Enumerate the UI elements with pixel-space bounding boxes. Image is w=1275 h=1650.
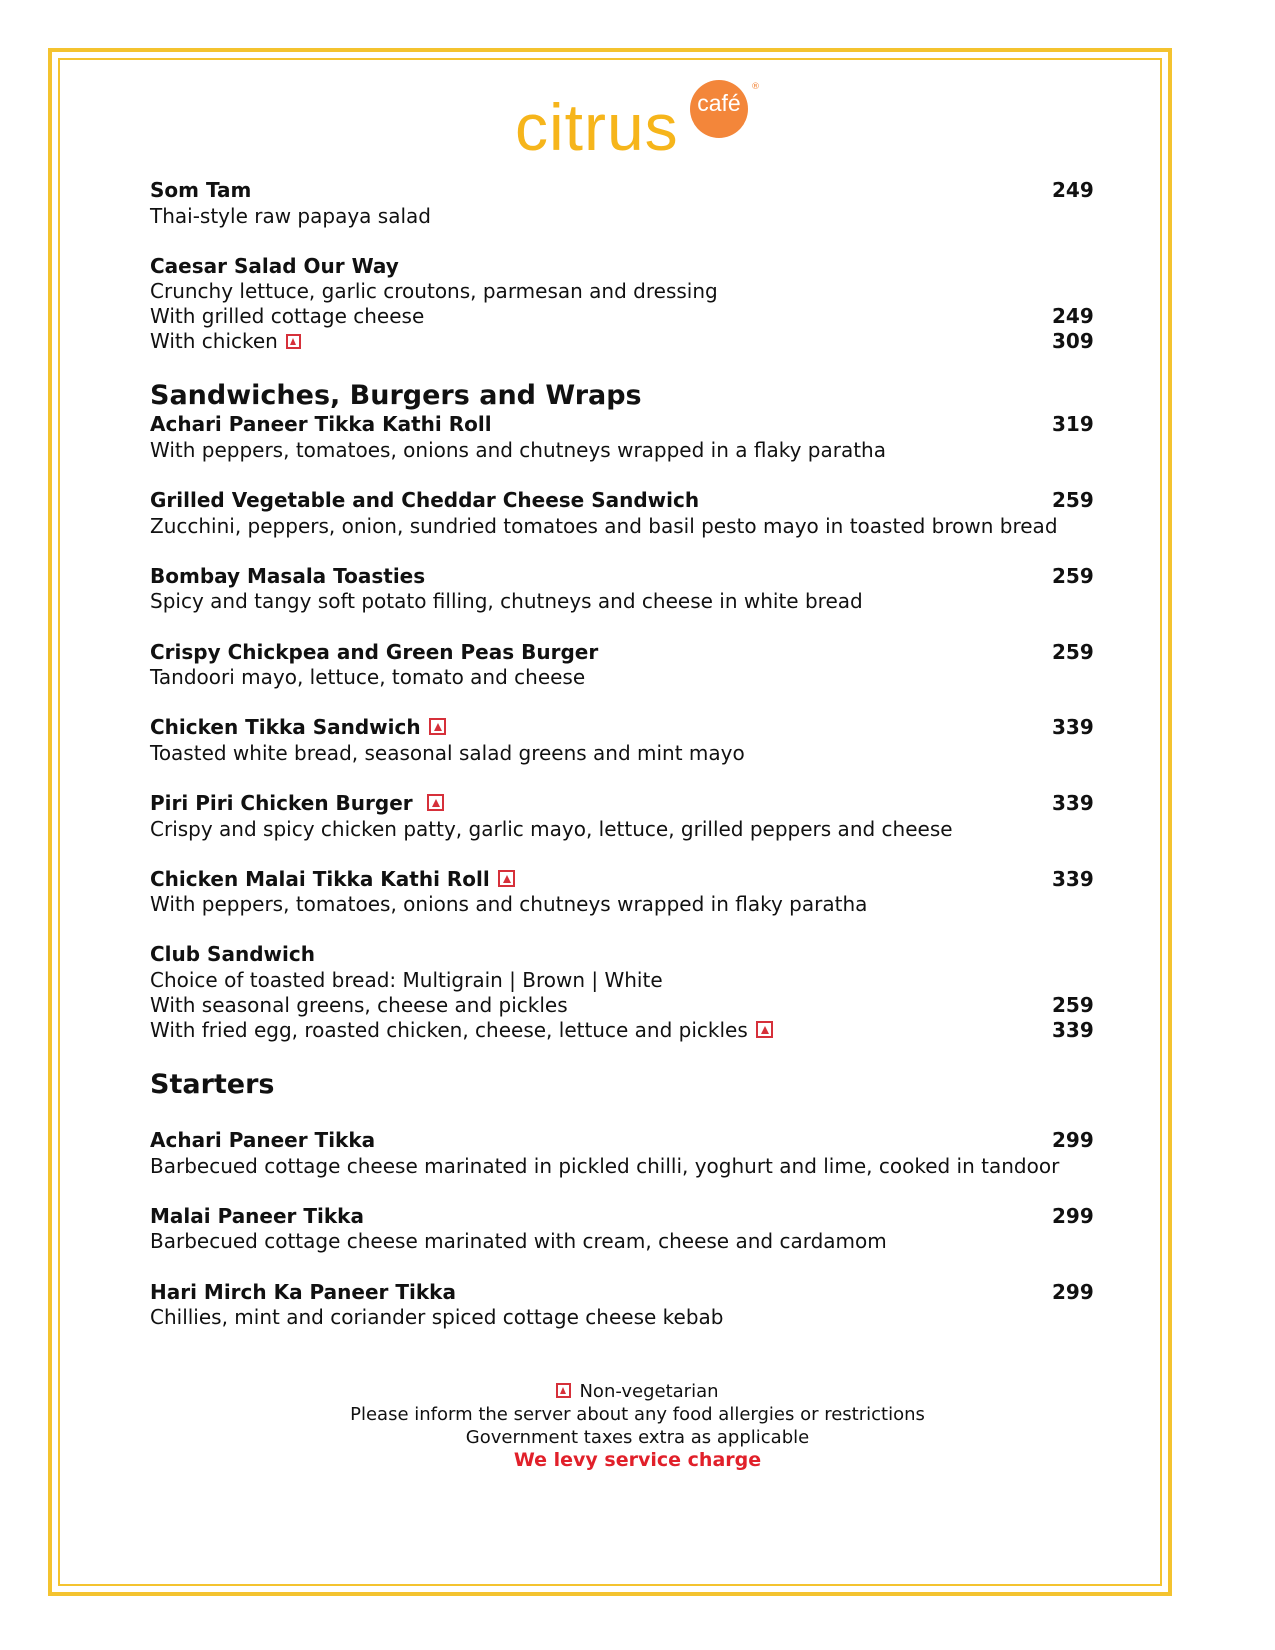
menu-item-name: Achari Paneer Tikka Kathi Roll — [150, 412, 492, 436]
menu-item-name-row — [150, 715, 446, 739]
non-veg-icon — [756, 1021, 773, 1038]
section-title: Sandwiches, Burgers and Wraps — [150, 380, 642, 411]
menu-item-desc: Tandoori mayo, lettuce, tomato and cheese — [150, 665, 586, 689]
section-title: Starters — [150, 1069, 275, 1100]
option-label: With chicken — [150, 329, 278, 353]
menu-item-option — [150, 1018, 773, 1042]
non-veg-icon — [427, 794, 444, 811]
non-veg-icon — [498, 870, 515, 887]
menu-item-desc: Thai-style raw papaya salad — [150, 204, 431, 228]
menu-item-name: Club Sandwich — [150, 942, 315, 966]
footer-taxes-note: Government taxes extra as applicable — [465, 1427, 810, 1448]
menu-item-price: 299 — [1052, 1128, 1094, 1152]
menu-item-price: 259 — [1052, 564, 1094, 588]
menu-item-desc: Chillies, mint and coriander spiced cottage cheese kebab — [150, 1305, 724, 1329]
menu-item-desc: Toasted white bread, seasonal salad greens and mint mayo — [150, 741, 745, 765]
menu-item-option — [150, 329, 301, 353]
menu-item-desc: Choice of toasted bread: Multigrain | Brown | White — [150, 968, 663, 992]
menu-item-price: 319 — [1052, 412, 1094, 436]
menu-item-price: 259 — [1052, 488, 1094, 512]
footer-legend — [0, 1380, 1275, 1403]
menu-item-price: 299 — [1052, 1204, 1094, 1228]
menu-item-name: Hari Mirch Ka Paneer Tikka — [150, 1280, 456, 1304]
menu-item-name-row — [150, 791, 444, 815]
footer-service-charge — [0, 1449, 1275, 1472]
menu-item-name: Malai Paneer Tikka — [150, 1204, 364, 1228]
menu-item-name: Chicken Malai Tikka Kathi Roll — [150, 867, 490, 891]
service-charge-text: We levy service charge — [513, 1449, 762, 1471]
menu-item-name: Achari Paneer Tikka — [150, 1128, 376, 1152]
menu-item-name: Som Tam — [150, 178, 252, 202]
menu-item-price: 259 — [1052, 993, 1094, 1017]
non-veg-icon — [429, 718, 446, 735]
non-veg-icon — [286, 334, 301, 349]
menu-item-option — [150, 304, 424, 328]
option-label: With grilled cottage cheese — [150, 304, 425, 328]
menu-item-name: Caesar Salad Our Way — [150, 254, 399, 278]
option-label: With fried egg, roasted chicken, cheese, lettuce and pickles — [150, 1018, 748, 1042]
menu-item-desc: Crunchy lettuce, garlic croutons, parmesan and dressing — [150, 279, 718, 303]
menu-item-desc: Barbecued cottage cheese marinated with cream, cheese and cardamom — [150, 1229, 887, 1253]
menu-item-option — [150, 993, 568, 1017]
menu-item-price: 339 — [1052, 867, 1094, 891]
menu-item-name: Crispy Chickpea and Green Peas Burger — [150, 640, 599, 664]
legend-label: Non-vegetarian — [579, 1381, 719, 1402]
menu-item-desc: With peppers, tomatoes, onions and chutneys wrapped in a flaky paratha — [150, 438, 886, 462]
menu-item-name-row — [150, 867, 515, 891]
menu-item-desc: Barbecued cottage cheese marinated in pickled chilli, yoghurt and lime, cooked in tandoor — [150, 1154, 1060, 1178]
footer-allergy-note: Please inform the server about any food allergies or restrictions — [350, 1404, 925, 1425]
logo-wordmark: citrus — [515, 90, 679, 164]
menu-item-price: 249 — [1052, 178, 1094, 202]
menu-item-price: 339 — [1052, 1018, 1094, 1042]
option-label: With seasonal greens, cheese and pickles — [150, 993, 568, 1017]
menu-item-name: Chicken Tikka Sandwich — [150, 715, 421, 739]
menu-item-price: 339 — [1052, 791, 1094, 815]
menu-item-desc: With peppers, tomatoes, onions and chutneys wrapped in flaky paratha — [150, 892, 868, 916]
menu-item-desc: Spicy and tangy soft potato filling, chutneys and cheese in white bread — [150, 589, 863, 613]
menu-item-price: 249 — [1052, 304, 1094, 328]
non-veg-icon — [556, 1383, 571, 1398]
menu-item-name: Piri Piri Chicken Burger — [150, 791, 413, 815]
menu-item-price: 259 — [1052, 640, 1094, 664]
menu-item-desc: Crispy and spicy chicken patty, garlic mayo, lettuce, grilled peppers and cheese — [150, 817, 953, 841]
citrus-cafe-logo — [515, 72, 760, 172]
menu-item-price: 309 — [1052, 329, 1094, 353]
menu-item-name: Bombay Masala Toasties — [150, 564, 426, 588]
menu-item-price: 299 — [1052, 1280, 1094, 1304]
menu-item-name: Grilled Vegetable and Cheddar Cheese Sandwich — [150, 488, 700, 512]
logo-cafe-text: café — [697, 90, 741, 116]
menu-item-desc: Zucchini, peppers, onion, sundried tomatoes and basil pesto mayo in toasted brown bread — [150, 514, 1058, 538]
logo-registered-mark: ® — [751, 82, 760, 92]
menu-item-price: 339 — [1052, 715, 1094, 739]
